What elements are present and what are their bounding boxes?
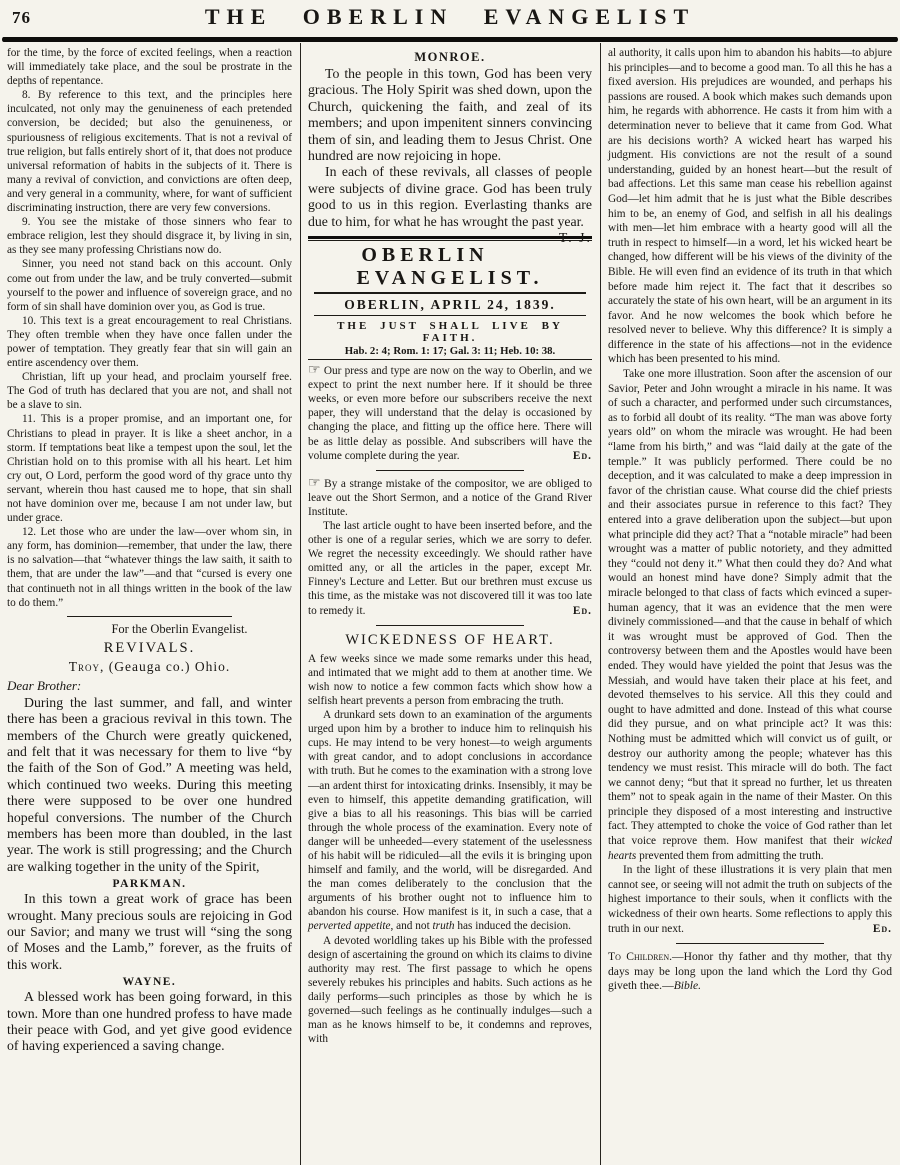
letter-salutation: Dear Brother:: [7, 677, 82, 693]
correspondent-signature: T. J.: [558, 230, 592, 246]
article-attribution: For the Oberlin Evangelist.: [111, 621, 248, 636]
editor-notice: [308, 364, 592, 463]
section-divider: [376, 470, 524, 471]
masthead-scripture-refs: Hab. 2: 4; Rom. 1: 17; Gal. 3: 11; Heb. 10: 38.: [344, 345, 556, 358]
article-paragraph: A few weeks since we made some remarks under this head, and intimated that we might add to them at another time. We wish now to notice a few common facts which show how a selfish heart prevents a person from embracing the truth.: [308, 652, 592, 707]
subheading-parkman: PARKMAN.: [112, 878, 187, 891]
column-center: [300, 43, 600, 1165]
header-rule-divider: [2, 37, 898, 42]
masthead-motto: THE JUST SHALL LIVE BY FAITH.: [337, 320, 563, 345]
article-dateline: [7, 659, 292, 675]
letter-paragraph-wayne: A blessed work has been going forward, in this town. More than one hundred profess to have made their peace with God, and yet give good evidence of having experienced a saving change.: [7, 989, 292, 1054]
editor-notice: [308, 477, 592, 519]
masthead-rule: [314, 292, 586, 294]
article-paragraph: A devoted worldling takes up his Bible with the professed design of ascertaining the ground on which its claims to divine authority may rest. The first passage to which he opens severely rebukes his principles and habits. Such actions as he daily performs—such principles as those by which he is governed—such feelings as he continually indulges—such a man as he knows himself to be, it condemns and reproves, with: [308, 934, 592, 1046]
children-note: [608, 950, 892, 994]
emphasized-text: truth: [432, 920, 455, 933]
masthead-dateline: OBERLIN, APRIL 24, 1839.: [344, 296, 556, 312]
printers-fist-icon: ☞: [308, 363, 321, 379]
notice-text: By a strange mistake of the compositor, we are obliged to leave out the Short Sermon, and a notice of the Grand River Institute.: [308, 477, 593, 518]
letter-paragraph-monroe-2: [308, 164, 592, 246]
article-paragraph: 8. By reference to this text, and the principles here inculcated, not only may the genuineness of each pretended conversion, be decided; but also the genuineness, or spuriousness of religious excitements. That is not a revival of true religion, but falls entirely short of it, that does not produce universal reformation of habits in the subjects of it. There is many a revival of conviction, and convictions are often deep, and very general in a community, where, for want of sufficient discriminating instruction, there are very few conversions.: [7, 89, 292, 215]
article-paragraph: 10. This text is a great encouragement to real Christians. They often tremble when they have once fallen under the power of temptation. They greatly fear that sin will gain an entire ascendency over them.: [7, 314, 292, 370]
paragraph-text: prevented them from admitting the truth.: [636, 849, 824, 862]
masthead-title: OBERLIN EVANGELIST.: [356, 244, 544, 290]
children-note-source: Bible.: [673, 979, 702, 993]
editor-signature: Ed.: [572, 604, 592, 617]
column-right: [600, 43, 900, 1165]
section-divider: [376, 625, 524, 626]
dateline-rest: (Geauga co.) Ohio.: [104, 658, 231, 674]
page-number: 76: [12, 8, 31, 27]
page-header: [0, 0, 900, 34]
emphasized-text: perverted appetite: [308, 920, 391, 933]
dateline-place: Troy,: [68, 658, 105, 674]
children-note-text: —Honor thy father and thy mother, that thy days may be long upon the land which the Lord thy God giveth thee.—: [608, 950, 892, 993]
article-paragraph: 12. Let those who are under the law—over whom sin, in any form, has dominion—remember, that under the law, there is no salvation—that “whatever things the law saith, it saith to them, that are under the law”—and that “cursed is every one that continueth not in all things written in the book of the law to do them.”: [7, 526, 292, 609]
letter-paragraph-parkman: In this town a great work of grace has been wrought. Many precious souls are rejoicing in God our Savior; and many we trust will “sing the song of Moses and the Lamb,” forever, as the fruits of this work.: [7, 891, 292, 972]
notice-text: Our press and type are now on the way to Oberlin, and we expect to print the next number here. If it should be three weeks, or even more before our subscribers receive the next paper, they will understand that the delay is occasioned by changing the place, and fitting up the office here. There will be as little delay as possible. And subscribers will have the volume complete during the year.: [308, 365, 592, 462]
article-paragraph: al authority, it calls upon him to abandon his habits—to abjure his principles—and to become a good man. To all this he has a fixed aversion. His prejudices are wounded, and perhaps his passions are roused. A book which makes such demands upon him, he regards with abhorrence. He casts it from him with a determination never to believe that it came from God. What are his decisions worth? A wicked heart has warped his judgment. His convictions are not the result of a sound understanding, guided by an honest heart—but the result of bad affections. Let this same man cease his rebellion against God—let him admit that he is just what the Bible describes him to be, an enemy of God, and selfish in all his dealings with men—let him embrace with a hearty good will all the truth in respect to himself—in a word, let his wicked heart be changed, how different will be his views of the divinity of the Bible. He will even find an evidence of its truth in that which before made him reject it. The fact that it describes so accurately the state of his own heart, will be an argument in its favor. And he now welcomes the book which before he resolved never to believe. Why this difference? It is simply a difference in the state of his affections—not in the evidence which has been presented to his mind.: [608, 47, 892, 366]
article-title-wickedness: WICKEDNESS OF HEART.: [345, 631, 555, 648]
column-layout: [0, 43, 900, 1165]
notice-text: The last article ought to have been inserted before, and the other is one of a regular series, which we are sorry to defer. We regret the necessity exceedingly. We should rather have omitted any, or all the articles in the paper, except Mr. Finney's Lecture and Letter. But our brethren must excuse us this time, as the mistake was not discovered till it was too late to remedy it.: [308, 520, 592, 617]
editor-signature: Ed.: [572, 449, 592, 462]
subheading-wayne: WAYNE.: [122, 976, 177, 989]
paragraph-text: has induced the decision.: [454, 920, 571, 933]
column-left: [0, 43, 300, 1165]
article-paragraph: 9. You see the mistake of those sinners who fear to embrace religion, lest they should disgrace it, by living in sin, as they see many professing Christians now do.: [7, 216, 292, 257]
letter-paragraph-monroe: To the people in this town, God has been very gracious. The Holy Spirit was shed down, upon the Church, quickening the faith, and zeal of its members; and upon impenitent sinners convincing them of sin, and leading them to Jesus Christ. One hundred are now rejoicing in hope.: [308, 66, 592, 164]
article-paragraph: 11. This is a proper promise, and an important one, for Christians to plead in prayer. It is like a sheet anchor, in a storm. If temptations beat like a tempest upon the soul, let the Christian hold on to this promise with all his heart. Let him cry out, O Lord, perform the good word of thy grace unto thy servant, wherein thou hast caused me to hope, that sin shall not have dominion over me, because I am not under law, but under grace.: [7, 413, 292, 525]
article-title-revivals: REVIVALS.: [103, 639, 196, 656]
paragraph-text: In each of these revivals, all classes of people were subjects of divine grace. God has been truly good to us in this region. Everlasting thanks are due to him, for what he has wrought the past year.: [308, 164, 592, 229]
paragraph-text: A drunkard sets down to an examination of the arguments urged upon him by a brother to induce him to relinquish his cups. He may intend to be very honest—to weigh arguments with great candor, and to adopt conclusions in accordance with truth. But he comes to the examination with a strong love—an ardent thirst for intoxicating drinks. Insensibly, it may be even to himself, this appetite demanding gratification, will give a bias to all his reasonings. This bias will be carried through the whole process of the examination. Every note of danger will be unheeded—every statement of the uselessness of his habit will be ridiculed—all the evils it is bringing upon himself and family, and the world, will be disregarded. And the man comes deliberately to the conclusion that the arguments of his brother ought not to influence him to abandon his course. How manifest is it, in such a case, that a: [308, 709, 592, 919]
article-paragraph: [608, 863, 892, 936]
article-paragraph: for the time, by the force of excited feelings, when a reaction will immediately take place, and the soul be prostrate in the depths of repentance.: [7, 47, 292, 88]
editor-signature: Ed.: [872, 922, 892, 935]
printers-fist-icon: ☞: [308, 475, 321, 491]
article-paragraph: [608, 367, 892, 863]
masthead-rule: [314, 315, 586, 317]
masthead-rule-bottom: [308, 359, 592, 360]
subheading-monroe: MONROE.: [414, 50, 486, 64]
article-paragraph: Christian, lift up your head, and proclaim yourself free. The God of truth has declared that you are not, and shall not be a slave to sin.: [7, 371, 292, 412]
children-note-label: To Children.: [608, 950, 673, 964]
article-paragraph: [308, 708, 592, 934]
paragraph-text: In the light of these illustrations it is very plain that men cannot see, or seeing will not admit the truth on subjects of the highest importance to their souls, when it conflicts with the wickedness of their own hearts. Some reflections to apply this truth in our next.: [608, 864, 892, 935]
letter-paragraph-troy: During the last summer, and fall, and winter there has been a gracious revival in this town. The members of the Church were greatly quickened, and felt that it was necessary for them to live “by the faith of the Son of God.” A meeting was held, which continued two weeks. During this meeting there were supposed to be over one hundred hopeful conversions. The number of the Church members has been more than doubled, in the last year. The work is still progressing; and the Church are walking together in the unity of the Spirit,: [7, 694, 292, 874]
section-divider: [67, 616, 232, 617]
newspaper-title: THE OBERLIN EVANGELIST: [204, 4, 696, 29]
section-divider: [676, 943, 824, 944]
emphasized-text: wicked hearts: [608, 835, 892, 862]
paragraph-text: , and not: [390, 920, 433, 933]
article-paragraph: Sinner, you need not stand back on this account. Only come out from under the law, and be truly converted—submit yourself to the power and influence of sovereign grace, and no form of sin shall have dominion over you, as God is true.: [7, 258, 292, 313]
editor-notice: [308, 519, 592, 618]
paragraph-text: Take one more illustration. Soon after the ascension of our Savior, Peter and John wrought a miracle in his name. It was of such a character, and performed under such circumstances, as to forbid all doubt of its reality. “The man was above forty years old” on whom the miracle was wrought. He had been “lame from his birth,” and was “laid daily at the gate of the temple.” It was publicly performed. There could be no deception, and it was calculated to make a deep impression in favor of the christian cause. What course did the chief priests and their associates pursue in reference to this fact? They entered into a grave deliberation upon the subject—but upon what principle did they act? That a “notable miracle” had been wrought was a matter of public notoriety, and they admitted they “could not deny it.” What then could they do? And what would an honest mind have done? Simply admit that the miracle belonged to that class of facts which evinced a super-human agency, that it was an evidence that the men were divinely commissioned—and that the cause in behalf of which it was wrought must be approved of God. Then the controversy between them and the Apostles would have been ended. They would have yielded the point that Jesus was the Messiah, and would have taken their place at his feet, and devoted themselves to his service. All this they could and ought to have admitted and done. Instead of this what course did they pursue, and on what principle act? It was this: Nothing must be admitted which will convict us of guilt, or destroy our authority among the people; whatever has this tendency we must resist. This miracle will do both. The fact we cannot deny; “but that it spread no further, let us threaten them” not to speak again in the name of their Master. On this principle they disposed of a most interesting and instructive fact. They attempted to choke the voice of God rather than let that voice reprove them. How manifest that their: [608, 368, 892, 848]
